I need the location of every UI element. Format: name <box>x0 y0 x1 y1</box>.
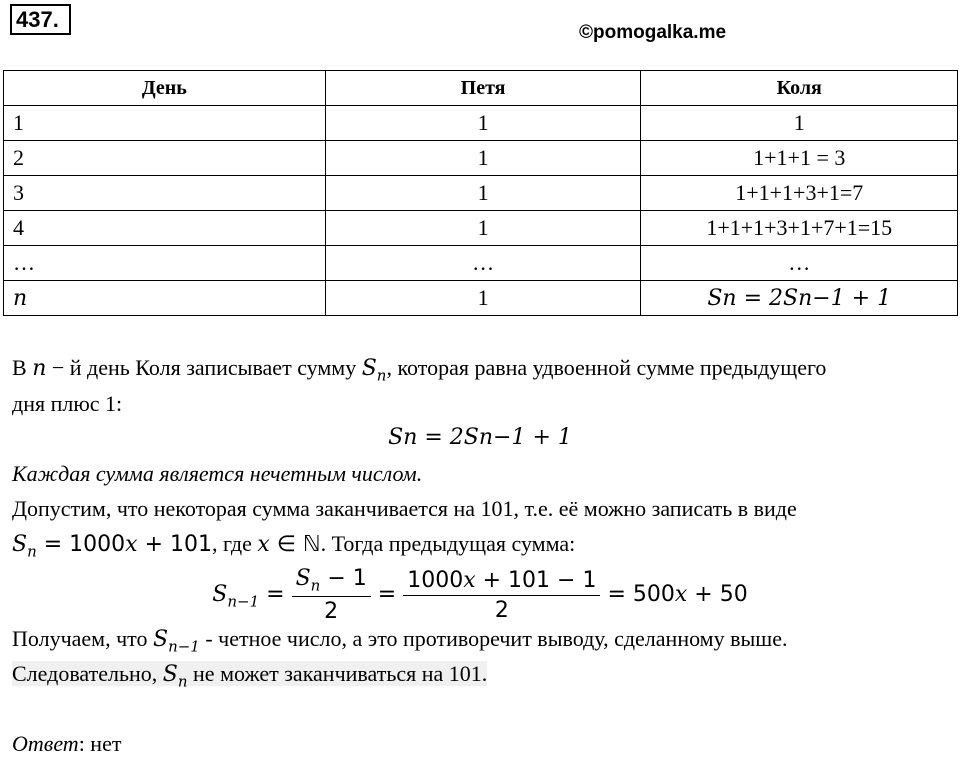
fraction-2: $\frac{1000x + 101 - 1}{2}$ <box>403 568 600 623</box>
cell-kolya: 1+1+1+3+1+7+1=15 <box>641 211 958 246</box>
cell-day: 3 <box>4 176 326 211</box>
fraction-1: $\frac{S_n - 1}{2}$ <box>292 566 371 624</box>
cell-kolya: 1 <box>641 106 958 141</box>
p5-text-c: . Тогда предыдущая сумма: <box>320 531 576 556</box>
paragraph-sn-form <box>12 531 575 560</box>
paragraph-1 <box>12 355 826 384</box>
answer-label: Ответ <box>12 731 79 756</box>
formula-previous-sum: $S_{n-1}$ = $\frac{S_n - 1}{2}$ = $\frac{1000x + 101 - 1}{2}$ = 500x + 50 <box>212 566 748 625</box>
p1-var-sn: $S_n$ <box>361 356 387 385</box>
cell-petya: 1 <box>325 211 641 246</box>
answer-value: : нет <box>78 731 122 756</box>
problem-number: 437. <box>10 4 71 35</box>
cell-kolya: … <box>641 246 958 281</box>
table-header-row <box>4 71 958 106</box>
p5-text-b: , где <box>212 531 258 556</box>
cell-kolya-formula: Sn = 2Sn−1 + 1 <box>641 281 958 316</box>
cell-kolya: 1+1+1+3+1=7 <box>641 176 958 211</box>
table-row <box>4 246 958 281</box>
cell-petya: 1 <box>325 141 641 176</box>
p1-text-a: В <box>12 355 33 380</box>
header-petya: Петя <box>325 71 641 106</box>
table-row <box>4 281 958 316</box>
cell-day: … <box>4 246 326 281</box>
cell-kolya: 1+1+1 = 3 <box>641 141 958 176</box>
x-in-n: x ∈ ℕ <box>257 532 321 557</box>
table-row <box>4 141 958 176</box>
formula-recurrence: Sn = 2Sn−1 + 1 <box>388 425 572 450</box>
p1-text-b: − й день Коля записывает сумму <box>46 355 362 380</box>
cell-day: 2 <box>4 141 326 176</box>
sn-expression: $S_n = 1000x + 101$ <box>12 532 212 561</box>
header-day: День <box>4 71 326 106</box>
cell-petya: 1 <box>325 281 641 316</box>
cell-day: 1 <box>4 106 326 141</box>
p6-text-b: - четное число, а это противоречит выводу, сделанному выше. <box>199 626 788 651</box>
p1-text-c: , которая равна удвоенной сумме предыдущего <box>386 355 827 380</box>
paragraph-conclusion <box>12 661 487 690</box>
paragraph-2: дня плюс 1: <box>12 391 123 416</box>
p6-text-a: Получаем, что <box>12 626 153 651</box>
header-kolya: Коля <box>641 71 958 106</box>
cell-petya: 1 <box>325 106 641 141</box>
table-row <box>4 176 958 211</box>
conclusion-highlight: Следовательно, $S_n$ не может заканчиваться на 101. <box>12 661 488 691</box>
table-row <box>4 106 958 141</box>
paragraph-odd: Каждая сумма является нечетным числом. <box>12 461 423 486</box>
answer-line <box>12 731 121 757</box>
paragraph-assume: Допустим, что некоторая сумма заканчивается на 101, т.е. её можно записать в виде <box>12 496 797 521</box>
p1-var-n: n <box>32 356 47 381</box>
cell-petya: 1 <box>325 176 641 211</box>
site-watermark: ©pomogalka.me <box>579 22 727 43</box>
sn-1-var: $S_{n-1}$ <box>152 627 200 656</box>
table-row <box>4 211 958 246</box>
cell-day: n <box>4 281 326 316</box>
paragraph-contradiction <box>12 626 787 655</box>
solution-table <box>3 70 958 316</box>
cell-day: 4 <box>4 211 326 246</box>
cell-petya: … <box>325 246 641 281</box>
